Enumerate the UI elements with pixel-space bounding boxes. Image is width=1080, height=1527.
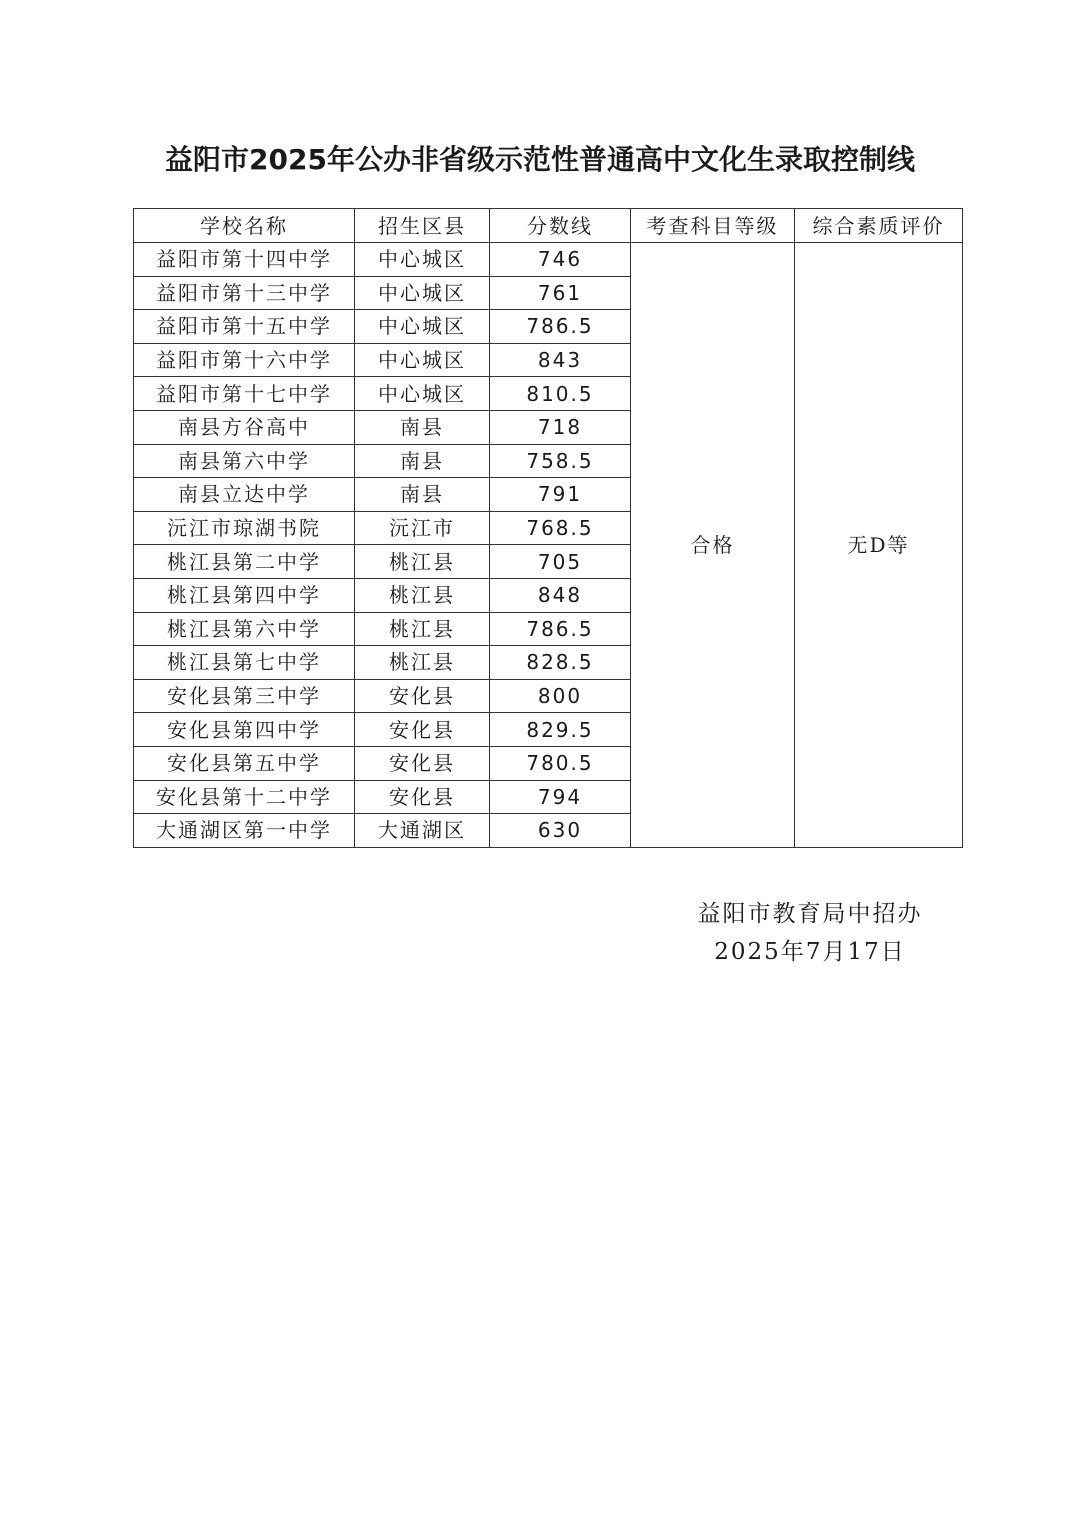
district-cell: 中心城区 bbox=[355, 377, 490, 411]
school-name-cell: 南县第六中学 bbox=[134, 444, 355, 478]
score-cell: 786.5 bbox=[490, 310, 631, 344]
school-name-cell: 益阳市第十五中学 bbox=[134, 310, 355, 344]
school-name-cell: 沅江市琼湖书院 bbox=[134, 511, 355, 545]
district-cell: 安化县 bbox=[355, 679, 490, 713]
score-cell: 768.5 bbox=[490, 511, 631, 545]
quality-evaluation-requirement-cell: 无D等 bbox=[795, 243, 963, 848]
issue-date: 2025年7月17日 bbox=[714, 939, 906, 965]
school-name-cell: 桃江县第四中学 bbox=[134, 578, 355, 612]
score-cell: 746 bbox=[490, 243, 631, 277]
district-cell: 沅江市 bbox=[355, 511, 490, 545]
subject-grade-requirement-cell: 合格 bbox=[631, 243, 795, 848]
school-name-cell: 桃江县第六中学 bbox=[134, 612, 355, 646]
score-cell: 843 bbox=[490, 343, 631, 377]
score-cell: 718 bbox=[490, 410, 631, 444]
district-cell: 南县 bbox=[355, 478, 490, 512]
school-name-cell: 安化县第四中学 bbox=[134, 713, 355, 747]
document-title: 益阳市2025年公办非省级示范性普通高中文化生录取控制线 bbox=[165, 143, 915, 176]
score-cell: 794 bbox=[490, 780, 631, 814]
district-cell: 中心城区 bbox=[355, 310, 490, 344]
header-district: 招生区县 bbox=[355, 209, 490, 243]
header-quality-evaluation: 综合素质评价 bbox=[795, 209, 963, 243]
district-cell: 南县 bbox=[355, 444, 490, 478]
district-cell: 安化县 bbox=[355, 713, 490, 747]
school-name-cell: 益阳市第十四中学 bbox=[134, 243, 355, 277]
score-cell: 705 bbox=[490, 545, 631, 579]
header-school-name: 学校名称 bbox=[134, 209, 355, 243]
table-body bbox=[134, 243, 963, 848]
district-cell: 中心城区 bbox=[355, 343, 490, 377]
score-cell: 828.5 bbox=[490, 646, 631, 680]
district-cell: 安化县 bbox=[355, 746, 490, 780]
school-name-cell: 安化县第三中学 bbox=[134, 679, 355, 713]
score-cell: 761 bbox=[490, 276, 631, 310]
district-cell: 桃江县 bbox=[355, 578, 490, 612]
score-cell: 829.5 bbox=[490, 713, 631, 747]
score-cell: 800 bbox=[490, 679, 631, 713]
district-cell: 中心城区 bbox=[355, 276, 490, 310]
score-cell: 630 bbox=[490, 814, 631, 848]
score-cell: 810.5 bbox=[490, 377, 631, 411]
school-name-cell: 安化县第五中学 bbox=[134, 746, 355, 780]
school-name-cell: 大通湖区第一中学 bbox=[134, 814, 355, 848]
school-name-cell: 益阳市第十六中学 bbox=[134, 343, 355, 377]
district-cell: 桃江县 bbox=[355, 646, 490, 680]
district-cell: 桃江县 bbox=[355, 612, 490, 646]
score-cell: 786.5 bbox=[490, 612, 631, 646]
document-footer bbox=[640, 895, 980, 971]
school-name-cell: 益阳市第十三中学 bbox=[134, 276, 355, 310]
school-name-cell: 桃江县第二中学 bbox=[134, 545, 355, 579]
school-name-cell: 桃江县第七中学 bbox=[134, 646, 355, 680]
district-cell: 安化县 bbox=[355, 780, 490, 814]
district-cell: 大通湖区 bbox=[355, 814, 490, 848]
table-row bbox=[134, 243, 963, 277]
school-name-cell: 南县立达中学 bbox=[134, 478, 355, 512]
score-cell: 791 bbox=[490, 478, 631, 512]
school-name-cell: 安化县第十二中学 bbox=[134, 780, 355, 814]
issuer-name: 益阳市教育局中招办 bbox=[697, 901, 923, 927]
district-cell: 中心城区 bbox=[355, 243, 490, 277]
admission-score-table bbox=[133, 208, 963, 848]
school-name-cell: 南县方谷高中 bbox=[134, 410, 355, 444]
score-cell: 848 bbox=[490, 578, 631, 612]
district-cell: 南县 bbox=[355, 410, 490, 444]
score-cell: 780.5 bbox=[490, 746, 631, 780]
header-score-line: 分数线 bbox=[490, 209, 631, 243]
header-subject-grade: 考查科目等级 bbox=[631, 209, 795, 243]
district-cell: 桃江县 bbox=[355, 545, 490, 579]
score-cell: 758.5 bbox=[490, 444, 631, 478]
school-name-cell: 益阳市第十七中学 bbox=[134, 377, 355, 411]
table-header-row bbox=[134, 209, 963, 243]
